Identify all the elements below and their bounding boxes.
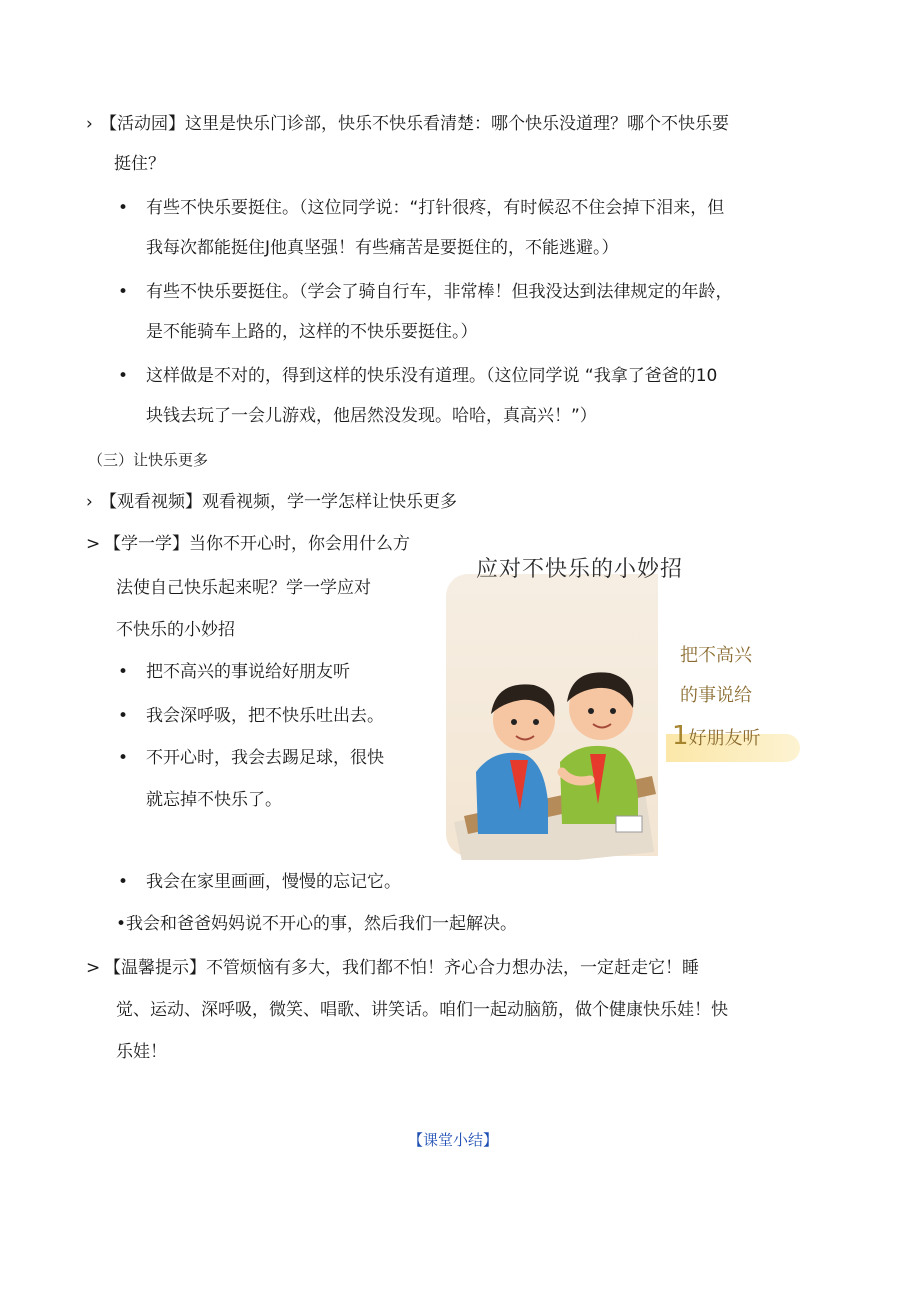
- watch-video-marker: ›: [86, 492, 93, 512]
- illustration: [440, 548, 802, 860]
- bullet-dot: •: [118, 366, 129, 386]
- illustration-caption-line1: 把不高兴: [680, 645, 752, 666]
- watch-video-text: 【观看视频】观看视频，学一学怎样让快乐更多: [100, 492, 457, 512]
- tip-line3: 乐娃！: [116, 1042, 167, 1062]
- activity-bullet-1-line1: 有些不快乐要挺住。（这位同学说：“打针很疼，有时候忍不住会掉下泪来，但: [146, 198, 725, 218]
- learn-bullet-1: 把不高兴的事说给好朋友听: [146, 662, 350, 682]
- bullet-dot: •: [118, 872, 129, 892]
- tip-line2: 觉、运动、深呼吸，微笑、唱歌、讲笑话。咱们一起动脑筋，做个健康快乐娃！快: [116, 1000, 728, 1020]
- activity-marker: ›: [86, 114, 93, 134]
- learn-line2: 法使自己快乐起来呢？学一学应对: [116, 578, 371, 598]
- section-heading: （三）让快乐更多: [88, 451, 209, 469]
- illustration-caption-line3-row: [672, 716, 761, 759]
- learn-marker: >: [86, 534, 101, 554]
- bullet-dot: •: [118, 748, 129, 768]
- activity-text-line1: 【活动园】这里是快乐门诊部，快乐不快乐看清楚：哪个快乐没道理？哪个不快乐要: [100, 114, 729, 134]
- illustration-caption-line2: 的事说给: [680, 685, 752, 706]
- learn-bullet-4: 我会在家里画画，慢慢的忘记它。: [146, 872, 401, 892]
- learn-line1: 【学一学】当你不开心时，你会用什么方: [104, 534, 410, 554]
- bullet-dot: •: [118, 282, 129, 302]
- illustration-caption-number: 1: [672, 721, 689, 751]
- activity-bullet-3-line2: 块钱去玩了一会儿游戏，他居然没发现。哈哈，真高兴！”）: [146, 406, 597, 426]
- classroom-summary-heading: 【课堂小结】: [408, 1131, 499, 1149]
- activity-bullet-2-line2: 是不能骑车上路的，这样的不快乐要挺住。）: [146, 322, 478, 342]
- bullet-dot: •: [118, 198, 129, 218]
- learn-bullet-3: 不开心时，我会去踢足球，很快: [146, 748, 384, 768]
- learn-bullet-3-line2: 就忘掉不快乐了。: [146, 790, 282, 810]
- activity-text-line2: 挺住？: [114, 154, 165, 174]
- illustration-title: 应对不快乐的小妙招: [476, 557, 684, 582]
- bullet-dot: •: [118, 706, 129, 726]
- learn-line3: 不快乐的小妙招: [116, 620, 235, 640]
- activity-bullet-1-line2: 我每次都能挺住J他真坚强！有些痛苦是要挺住的，不能逃避。）: [146, 238, 619, 258]
- tip-line1: 【温馨提示】不管烦恼有多大，我们都不怕！齐心合力想办法，一定赶走它！睡: [104, 958, 699, 978]
- illustration-caption-line3: 好朋友听: [688, 728, 761, 749]
- activity-bullet-3-line1: 这样做是不对的，得到这样的快乐没有道理。（这位同学说 “我拿了爸爸的10: [146, 366, 718, 386]
- learn-bullet-5: •我会和爸爸妈妈说不开心的事，然后我们一起解决。: [116, 914, 518, 934]
- activity-bullet-2-line1: 有些不快乐要挺住。（学会了骑自行车，非常棒！但我没达到法律规定的年龄，: [146, 282, 733, 302]
- tip-marker: >: [86, 958, 101, 978]
- two-boys-illustration: [444, 572, 664, 860]
- illustration-caption: [672, 636, 761, 759]
- bullet-dot: •: [118, 662, 129, 682]
- learn-bullet-2: 我会深呼吸，把不快乐吐出去。: [146, 706, 384, 726]
